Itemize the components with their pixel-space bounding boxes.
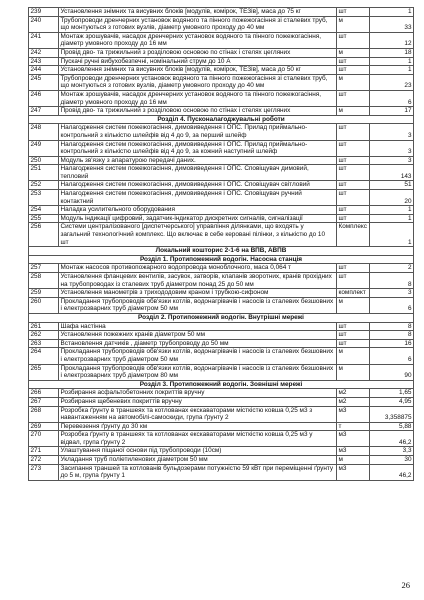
row-description: Встановлення датчиків , діаметр трубопроводу до 50 мм (59, 339, 337, 348)
row-number: 252 (29, 181, 59, 190)
section-title: Розділ 3. Протипожежний водогін. Зовнішні мережі (29, 380, 414, 389)
row-unit: т (337, 422, 370, 431)
row-description: Наладка усилительного оборудования (59, 206, 337, 215)
table-row (29, 322, 414, 331)
row-number: 263 (29, 339, 59, 348)
row-quantity: 3 (370, 124, 414, 140)
table-row (29, 190, 414, 206)
section-header-row (29, 115, 414, 124)
row-unit: шт (337, 32, 370, 48)
row-quantity: 8 (370, 273, 414, 289)
table-row (29, 464, 414, 480)
row-unit: комплект (337, 289, 370, 298)
table-row (29, 264, 414, 273)
row-unit: Комплекс (337, 223, 370, 247)
row-quantity: 8 (370, 331, 414, 340)
row-unit: шт (337, 8, 370, 17)
row-description: Налагодження систем пожежогасіння, димовиведення і ОПС. Сповіщувач світловий (59, 181, 337, 190)
table-row (29, 422, 414, 431)
row-description: Прокладання трубопроводів обв'язки котлів, водонагрівачів і насосів із сталевих безшовних і електрозварних труб діаметром 50 мм (59, 297, 337, 313)
row-description: Розбирання щебеневих покриттів вручну (59, 397, 337, 406)
section-header-row (29, 380, 414, 389)
row-quantity: 16 (370, 339, 414, 348)
row-description: Налагодження систем пожежогасіння, димовиведення і ОПС. Прилад приймально-контрольний з кількістю шлейфів від 4 до 9, за кожний наступний шлейф (59, 140, 337, 156)
row-number: 261 (29, 322, 59, 331)
row-description: Трубопроводи дренчерних установок водяного та пінного пожежогасіння зі сталевих труб, що монтуються з готових вузлів, діаметр умовного проходу до 40 мм (59, 16, 337, 32)
row-number: 246 (29, 90, 59, 106)
row-unit: шт (337, 140, 370, 156)
row-quantity: 6 (370, 297, 414, 313)
row-quantity: 8 (370, 322, 414, 331)
table-row (29, 107, 414, 116)
row-unit: шт (337, 181, 370, 190)
row-quantity: 30 (370, 456, 414, 465)
row-description: Шафа настінна (59, 322, 337, 331)
row-number: 271 (29, 447, 59, 456)
row-quantity: 17 (370, 107, 414, 116)
row-number: 270 (29, 431, 59, 447)
row-number: 250 (29, 156, 59, 165)
row-unit: м (337, 297, 370, 313)
row-number: 262 (29, 331, 59, 340)
table-row (29, 48, 414, 57)
row-number: 254 (29, 206, 59, 215)
row-number: 251 (29, 165, 59, 181)
row-unit: шт (337, 322, 370, 331)
row-description: Трубопроводи дренчерних установок водяного та пінного пожежогасіння зі сталевих труб, що монтуються з готових вузлів, діаметр умовного проходу до 40 мм (59, 74, 337, 90)
row-quantity: 1 (370, 66, 414, 75)
row-quantity: 3 (370, 289, 414, 298)
table-row (29, 456, 414, 465)
row-unit: шт (337, 331, 370, 340)
row-number: 267 (29, 397, 59, 406)
table-row (29, 397, 414, 406)
table-row (29, 16, 414, 32)
row-unit: шт (337, 264, 370, 273)
row-quantity: 18 (370, 48, 414, 57)
row-unit: м3 (337, 464, 370, 480)
row-number: 260 (29, 297, 59, 313)
row-number: 247 (29, 107, 59, 116)
table-row (29, 331, 414, 340)
table-row (29, 297, 414, 313)
table-row (29, 156, 414, 165)
section-header-row (29, 313, 414, 322)
row-unit: м (337, 456, 370, 465)
row-quantity: 6 (370, 90, 414, 106)
row-description: Прокладання трубопроводів обв'язки котлів, водонагрівачів і насосів із сталевих безшовних і електрозварних труб діаметром 80 мм (59, 364, 337, 380)
row-unit: м3 (337, 447, 370, 456)
row-quantity: 1 (370, 206, 414, 215)
row-quantity: 46,2 (370, 464, 414, 480)
row-number: 268 (29, 406, 59, 422)
section-title: Локальний кошторис 2-1-6 на ВПВ, АВПВ (29, 247, 414, 256)
row-unit: шт (337, 214, 370, 223)
section-header-row (29, 247, 414, 256)
row-unit: м2 (337, 389, 370, 398)
table-row (29, 165, 414, 181)
table-row (29, 406, 414, 422)
table-row (29, 214, 414, 223)
row-quantity: 33 (370, 16, 414, 32)
row-number: 265 (29, 364, 59, 380)
row-number: 272 (29, 456, 59, 465)
row-unit: шт (337, 206, 370, 215)
section-title: Розділ 1. Протипожежний водогін. Насосна станція (29, 255, 414, 264)
row-quantity: 51 (370, 181, 414, 190)
table-row (29, 66, 414, 75)
row-quantity: 1 (370, 214, 414, 223)
row-description: Монтаж зрошувачів, насадок дренчерних установок водяного та пінного пожежогасіння, діаметр умовного проходу до 16 мм (59, 90, 337, 106)
row-unit: м (337, 48, 370, 57)
row-unit: шт (337, 124, 370, 140)
row-description: Перевезення ґрунту до 30 км (59, 422, 337, 431)
row-quantity: 23 (370, 74, 414, 90)
row-description: Налагодження систем пожежогасіння, димовиведення і ОПС. Сповіщувач ручний контактний (59, 190, 337, 206)
row-description: Провід дво- та трижильний з розділовою основою по стінах і стелях цегляних (59, 107, 337, 116)
row-number: 256 (29, 223, 59, 247)
row-quantity: 5,88 (370, 422, 414, 431)
table-row (29, 32, 414, 48)
row-quantity: 46,2 (370, 431, 414, 447)
row-description: Модуль зв'язку з апаратурою передачі даних. (59, 156, 337, 165)
row-quantity: 143 (370, 165, 414, 181)
row-description: Установлення знімних та висувних блоків [модулів, комірок, ТЕЗів], маса до 50 кг (59, 66, 337, 75)
row-number: 257 (29, 264, 59, 273)
row-description: Налагодження систем пожежогасіння, димовиведення і ОПС. Прилад приймально-контрольний з кількістю шлейфів від 4 до 9, за перший шлейф (59, 124, 337, 140)
row-quantity: 90 (370, 364, 414, 380)
row-number: 244 (29, 66, 59, 75)
table-row (29, 339, 414, 348)
row-unit: шт (337, 165, 370, 181)
table-row (29, 57, 414, 66)
table-row (29, 389, 414, 398)
row-description: Засипання траншей та котлованів бульдозерами потужністю 59 кВт при переміщенні ґрунту до 5 м, група ґрунту 1 (59, 464, 337, 480)
section-title: Розділ 4. Пусконалагоджувальні роботи (29, 115, 414, 124)
row-quantity: 3,358875 (370, 406, 414, 422)
table-row (29, 206, 414, 215)
table-row (29, 364, 414, 380)
table-body (29, 8, 414, 481)
row-number: 255 (29, 214, 59, 223)
row-number: 243 (29, 57, 59, 66)
row-quantity: 1,65 (370, 389, 414, 398)
row-unit: м (337, 348, 370, 364)
row-description: Установлення манометрів з трихододовим краном і трубкою-сифоном (59, 289, 337, 298)
row-quantity: 12 (370, 32, 414, 48)
row-quantity: 3 (370, 140, 414, 156)
table-row (29, 8, 414, 17)
row-number: 269 (29, 422, 59, 431)
page-number: 26 (401, 580, 410, 590)
row-description: Розбирання асфальтобетонних покриттів вручну (59, 389, 337, 398)
row-number: 241 (29, 32, 59, 48)
row-unit: м (337, 16, 370, 32)
row-unit: м (337, 74, 370, 90)
row-unit: шт (337, 273, 370, 289)
table-row (29, 124, 414, 140)
row-quantity: 1 (370, 8, 414, 17)
row-unit: шт (337, 57, 370, 66)
table-row (29, 447, 414, 456)
table-row (29, 431, 414, 447)
row-number: 249 (29, 140, 59, 156)
table-row (29, 140, 414, 156)
row-quantity: 4,95 (370, 397, 414, 406)
row-quantity: 3,3 (370, 447, 414, 456)
row-unit: шт (337, 190, 370, 206)
table-row (29, 348, 414, 364)
row-description: Провід дво- та трижильний з розділовою основою по стінах і стелях цегляних (59, 48, 337, 57)
row-number: 253 (29, 190, 59, 206)
row-number: 245 (29, 74, 59, 90)
row-number: 259 (29, 289, 59, 298)
row-unit: шт (337, 90, 370, 106)
row-unit: м (337, 107, 370, 116)
row-description: Модуль індикації цифровий, задатчик-індикатор дискретних сигналів, сигналізації (59, 214, 337, 223)
row-number: 273 (29, 464, 59, 480)
table-row (29, 273, 414, 289)
row-description: Розробка ґрунту в траншеях та котлованах екскаваторами місткістю ковша 0,25 м3 у відвал, група ґрунту 2 (59, 431, 337, 447)
row-quantity: 6 (370, 348, 414, 364)
row-number: 266 (29, 389, 59, 398)
row-unit: шт (337, 339, 370, 348)
row-description: Улаштування піщаної основи під трубопроводи (10см) (59, 447, 337, 456)
row-number: 264 (29, 348, 59, 364)
row-unit: м3 (337, 431, 370, 447)
table-row (29, 289, 414, 298)
row-unit: м3 (337, 406, 370, 422)
table-row (29, 90, 414, 106)
row-number: 258 (29, 273, 59, 289)
row-number: 242 (29, 48, 59, 57)
specification-table (28, 7, 414, 481)
row-number: 240 (29, 16, 59, 32)
row-description: Установлення знімних та висувних блоків [модулів, комірок, ТЕЗів], маса до 75 кг (59, 8, 337, 17)
row-description: Пускачі ручні вибухобезпечні, номінальний струм до 10 А (59, 57, 337, 66)
row-number: 239 (29, 8, 59, 17)
row-description: Укладання труб поліетиленових діаметром 50 мм (59, 456, 337, 465)
row-quantity: 1 (370, 57, 414, 66)
row-description: Прокладання трубопроводів обв'язки котлів, водонагрівачів і насосів із сталевих безшовних і електрозварних труб діаметром 50 мм (59, 348, 337, 364)
row-description: Системи централізованого [диспетчерського] управління ділянками, що входять у загальний технологічний комплекс. Що включає в себе керовані пілінки, з кількістю до 10 шт (59, 223, 337, 247)
row-quantity: 20 (370, 190, 414, 206)
row-description: Установлення пожежних кранів діаметром 50 мм (59, 331, 337, 340)
row-description: Установлення фланцевих вентилів, засувок, затворів, клапанів зворотних, кранів прохідних на трубопроводах із сталевих труб діаметром понад 25 до 50 мм (59, 273, 337, 289)
table-row (29, 223, 414, 247)
row-quantity: 3 (370, 156, 414, 165)
table-row (29, 74, 414, 90)
row-unit: шт (337, 66, 370, 75)
row-description: Розробка ґрунту в траншеях та котлованах екскаваторами місткістю ковша 0,25 м3 з навантаженням на автомобілі-самоскиди, група ґрунту 2 (59, 406, 337, 422)
row-quantity: 2 (370, 264, 414, 273)
section-header-row (29, 255, 414, 264)
row-quantity: 1 (370, 223, 414, 247)
row-description: Налагодження систем пожежогасіння, димовиведення і ОПС. Сповіщувач димовий, тепловий (59, 165, 337, 181)
row-description: Монтаж насосов противопожарного водопровода моноблочного, маса 0,064 т (59, 264, 337, 273)
row-unit: м2 (337, 397, 370, 406)
row-number: 248 (29, 124, 59, 140)
row-description: Монтаж зрошувачів, насадок дренчерних установок водяного та пінного пожежогасіння, діаметр умовного проходу до 16 мм (59, 32, 337, 48)
table-row (29, 181, 414, 190)
section-title: Розділ 2. Протипожежний водогін. Внутрішні мережі (29, 313, 414, 322)
row-unit: шт (337, 156, 370, 165)
row-unit: м (337, 364, 370, 380)
